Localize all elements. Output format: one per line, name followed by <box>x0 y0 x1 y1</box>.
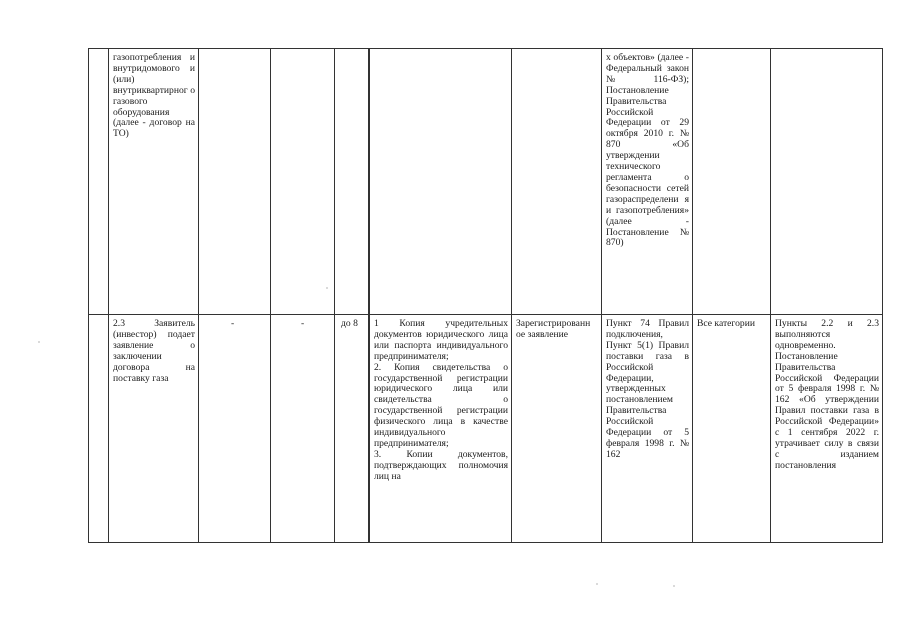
scan-speck <box>596 583 598 585</box>
table-row <box>89 49 883 315</box>
term-cell-2 <box>271 49 335 315</box>
comment-cell <box>771 49 883 315</box>
term-cell-2: - <box>271 315 335 543</box>
category-cell <box>693 49 771 315</box>
scan-speck <box>673 585 675 587</box>
documents-cell: 1 Копия учредительных документов юридического лица или паспорта индивидуального предпринимателя; 2. Копия свидетельства о государственной регистрации юридического лица или свидетельства о государственной регистрации физического лица в качестве индивидуального предпринимателя; 3. Копии документов, подтверждающих полномочия лиц на <box>370 315 512 543</box>
category-cell: Все категории <box>693 315 771 543</box>
legal-basis-cell: Пункт 74 Правил подключения, Пункт 5(1) Правил поставки газа в Российской Федерации, утвержденных постановлением Правительства Российской Федерации от 5 февраля 1998 г. № 162 <box>602 315 693 543</box>
term-cell-1 <box>199 49 271 315</box>
row-margin-cell <box>89 315 109 543</box>
comment-cell: Пункты 2.2 и 2.3 выполняются одновременно. Постановление Правительства Российской Федерации от 5 февраля 1998 г. № 162 «Об утверждении Правил поставки газа в Российской Федерации» с 1 сентября 2022 г. утрачивает силу в связи с изданием постановления <box>771 315 883 543</box>
legal-basis-cell: х объектов» (далее - Федеральный закон № 116-ФЗ); Постановление Правительства Российской Федерации от 29 октября 2010 г. № 870 «Об утверждении технического регламента о безопасности сетей газораспределени я и газопотребления» (далее - Постановление № 870) <box>602 49 693 315</box>
scan-speck <box>326 287 328 289</box>
result-cell <box>512 49 602 315</box>
row-margin-cell <box>89 49 109 315</box>
documents-cell <box>370 49 512 315</box>
result-cell: Зарегистрированн ое заявление <box>512 315 602 543</box>
term-cell-3: до 8 <box>335 315 369 543</box>
term-cell-1: - <box>199 315 271 543</box>
regulation-table <box>88 48 883 543</box>
term-cell-3 <box>335 49 369 315</box>
table-row <box>89 315 883 543</box>
procedure-cell: газопотребления и внутридомового и (или) внутриквартирног о газового оборудования (далее - договор на ТО) <box>109 49 199 315</box>
procedure-cell: 2.3 Заявитель (инвестор) подает заявление о заключении договора на поставку газа <box>109 315 199 543</box>
scan-speck <box>38 341 40 343</box>
